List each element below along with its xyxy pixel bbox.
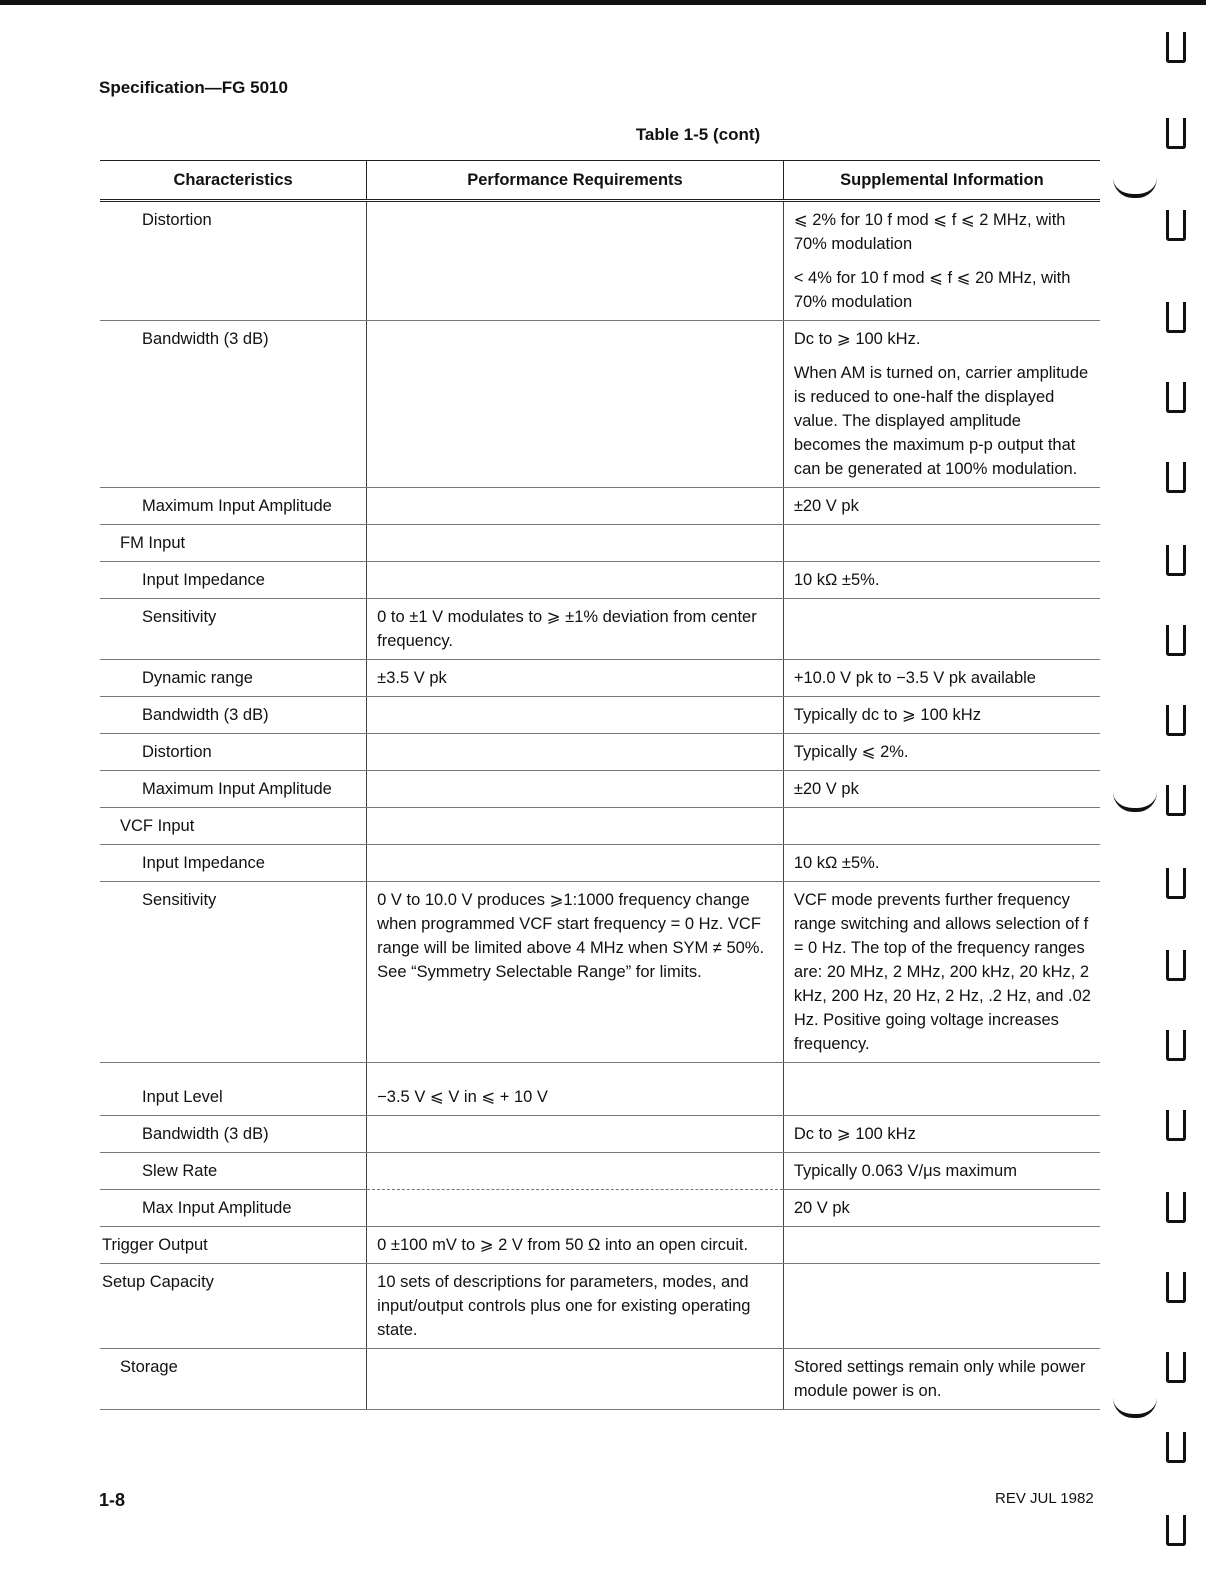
binder-punch-mark [1166,32,1186,63]
characteristic-text: Slew Rate [142,1162,218,1180]
characteristic-text: Bandwidth (3 dB) [142,706,269,724]
performance-cell [367,882,784,1063]
supplemental-text: +10.0 V pk to −3.5 V pk available [793,669,1036,687]
supplemental-cell [783,1349,1100,1410]
table-row [100,599,1100,660]
spec-table [100,160,1100,1410]
characteristic-cell [100,1190,367,1227]
supplemental-cell [783,660,1100,697]
performance-text: 10 sets of descriptions for parameters, modes, and input/output controls plus one for existing operating state. [377,1273,751,1339]
table-row [100,488,1100,525]
supplemental-text: When AM is turned on, carrier amplitude is reduced to one-half the displayed value. The displayed amplitude becomes the maximum p-p output that can be generated at 100% modulation. [793,364,1089,478]
binder-ring-mark [1113,792,1157,812]
binder-punch-mark [1166,1515,1186,1546]
performance-cell [367,1227,784,1264]
table-body [100,201,1100,1410]
characteristic-cell [100,1349,367,1410]
binder-punch-mark [1166,1192,1186,1223]
characteristic-text: Input Impedance [142,854,265,872]
characteristic-text: Max Input Amplitude [142,1199,292,1217]
column-header-performance: Performance Requirements [367,161,784,201]
performance-text: 0 to ±1 V modulates to ⩾ ±1% deviation from center frequency. [377,608,757,650]
performance-text: 0 ±100 mV to ⩾ 2 V from 50 Ω into an open circuit. [377,1236,749,1254]
characteristic-text: VCF Input [120,817,195,835]
performance-cell [367,1264,784,1349]
supplemental-text: Dc to ⩾ 100 kHz. [793,330,921,348]
table-row [100,1349,1100,1410]
supplemental-cell [783,771,1100,808]
table-header-row [100,161,1100,201]
characteristic-text: Bandwidth (3 dB) [142,1125,269,1143]
performance-cell [367,321,784,488]
supplemental-cell [783,845,1100,882]
supplemental-text: Dc to ⩾ 100 kHz [793,1125,916,1143]
table-row [100,1190,1100,1227]
characteristic-text: Dynamic range [142,669,253,687]
page-header: Specification—FG 5010 [99,78,288,97]
supplemental-cell [783,488,1100,525]
characteristic-cell [100,1063,367,1116]
table-row [100,1116,1100,1153]
characteristic-cell [100,321,367,488]
supplemental-text: Typically ⩽ 2%. [793,743,909,761]
supplemental-text: ⩽ 2% for 10 f mod ⩽ f ⩽ 2 MHz, with 70% modulation [793,211,1066,253]
supplemental-text: ±20 V pk [793,497,859,515]
supplemental-text: Stored settings remain only while power module power is on. [793,1358,1086,1400]
characteristic-cell [100,488,367,525]
table-row [100,660,1100,697]
performance-cell [367,1190,784,1227]
table-row [100,808,1100,845]
column-header-characteristics: Characteristics [100,161,367,201]
performance-cell [367,1063,784,1116]
binder-punch-mark [1166,705,1186,736]
characteristic-cell [100,734,367,771]
characteristic-cell [100,599,367,660]
characteristic-text: Input Impedance [142,571,265,589]
binder-punch-mark [1166,625,1186,656]
binder-punch-mark [1166,1432,1186,1463]
characteristic-cell [100,1153,367,1190]
performance-cell [367,1349,784,1410]
characteristic-cell [100,697,367,734]
table-row [100,734,1100,771]
binder-punch-mark [1166,1272,1186,1303]
binder-ring-mark [1113,1398,1157,1418]
supplemental-text: ±20 V pk [793,780,859,798]
characteristic-text: Maximum Input Amplitude [142,497,332,515]
supplemental-cell [783,321,1100,488]
characteristic-cell [100,525,367,562]
performance-cell [367,660,784,697]
supplemental-text: Typically dc to ⩾ 100 kHz [793,706,981,724]
binder-ring-mark [1113,178,1157,198]
supplemental-cell [783,562,1100,599]
characteristic-cell [100,1116,367,1153]
table-row [100,697,1100,734]
supplemental-cell [783,599,1100,660]
binder-punch-mark [1166,210,1186,241]
supplemental-cell [783,882,1100,1063]
characteristic-text: Bandwidth (3 dB) [142,330,269,348]
characteristic-cell [100,201,367,321]
characteristic-text: Input Level [142,1088,223,1106]
characteristic-cell [100,771,367,808]
revision-date: REV JUL 1982 [995,1490,1094,1507]
supplemental-cell [783,1116,1100,1153]
table-row [100,525,1100,562]
binder-punch-mark [1166,950,1186,981]
characteristic-text: Sensitivity [142,608,217,626]
characteristic-cell [100,1264,367,1349]
table-row [100,1153,1100,1190]
binder-punch-mark [1166,302,1186,333]
performance-text: 0 V to 10.0 V produces ⩾1:1000 frequency change when programmed VCF start frequency = 0 Hz. VCF range will be limited above 4 MHz when SYM ≠ 50%. See “Symmetry Selectable Range” for limits. [377,891,765,981]
characteristic-cell [100,1227,367,1264]
column-header-supplemental: Supplemental Information [783,161,1100,201]
supplemental-cell [783,1227,1100,1264]
characteristic-cell [100,882,367,1063]
binder-punch-mark [1166,1110,1186,1141]
characteristic-cell [100,845,367,882]
performance-cell [367,1153,784,1190]
table-row [100,201,1100,321]
table-row [100,845,1100,882]
supplemental-text: 10 kΩ ±5%. [793,571,880,589]
characteristic-text: Distortion [142,743,212,761]
binder-punch-mark [1166,1352,1186,1383]
characteristic-text: Distortion [142,211,212,229]
performance-cell [367,562,784,599]
supplemental-cell [783,808,1100,845]
supplemental-cell [783,525,1100,562]
performance-text: −3.5 V ⩽ V in ⩽ + 10 V [377,1088,548,1106]
performance-cell [367,599,784,660]
top-border [0,0,1206,5]
binder-punch-mark [1166,785,1186,816]
supplemental-cell [783,1190,1100,1227]
table-caption: Table 1-5 (cont) [635,125,761,144]
performance-cell [367,1116,784,1153]
table-row [100,562,1100,599]
supplemental-text: < 4% for 10 f mod ⩽ f ⩽ 20 MHz, with 70% modulation [793,269,1071,311]
performance-cell [367,808,784,845]
performance-cell [367,488,784,525]
table-row [100,1264,1100,1349]
characteristic-text: Trigger Output [102,1236,208,1254]
characteristic-cell [100,660,367,697]
binder-punch-mark [1166,382,1186,413]
binder-punch-mark [1166,462,1186,493]
supplemental-cell [783,1264,1100,1349]
characteristic-text: Setup Capacity [102,1273,214,1291]
supplemental-cell [783,1153,1100,1190]
supplemental-text: Typically 0.063 V/μs maximum [793,1162,1017,1180]
characteristic-text: FM Input [120,534,186,552]
performance-cell [367,845,784,882]
performance-text: ±3.5 V pk [377,669,447,687]
characteristic-text: Sensitivity [142,891,217,909]
supplemental-cell [783,201,1100,321]
supplemental-text: 20 V pk [793,1199,850,1217]
characteristic-cell [100,562,367,599]
page-number: 1-8 [99,1490,126,1510]
supplemental-text: 10 kΩ ±5%. [793,854,880,872]
table-row [100,882,1100,1063]
binder-punch-mark [1166,868,1186,899]
binder-punch-mark [1166,118,1186,149]
supplemental-cell [783,734,1100,771]
supplemental-cell [783,697,1100,734]
characteristic-text: Storage [120,1358,178,1376]
table-row [100,1063,1100,1116]
binder-punch-mark [1166,1030,1186,1061]
table-row [100,321,1100,488]
table-row [100,1227,1100,1264]
supplemental-text: VCF mode prevents further frequency range switching and allows selection of f = 0 Hz. The top of the frequency ranges are: 20 MHz, 2 MHz, 200 kHz, 20 kHz, 2 kHz, 200 Hz, 20 Hz, 2 Hz, .2 Hz, and .02 Hz. Positive going voltage increases frequency. [793,891,1091,1053]
supplemental-cell [783,1063,1100,1116]
performance-cell [367,771,784,808]
characteristic-text: Maximum Input Amplitude [142,780,332,798]
performance-cell [367,697,784,734]
performance-cell [367,201,784,321]
performance-cell [367,734,784,771]
binder-punch-mark [1166,545,1186,576]
table-row [100,771,1100,808]
characteristic-cell [100,808,367,845]
performance-cell [367,525,784,562]
